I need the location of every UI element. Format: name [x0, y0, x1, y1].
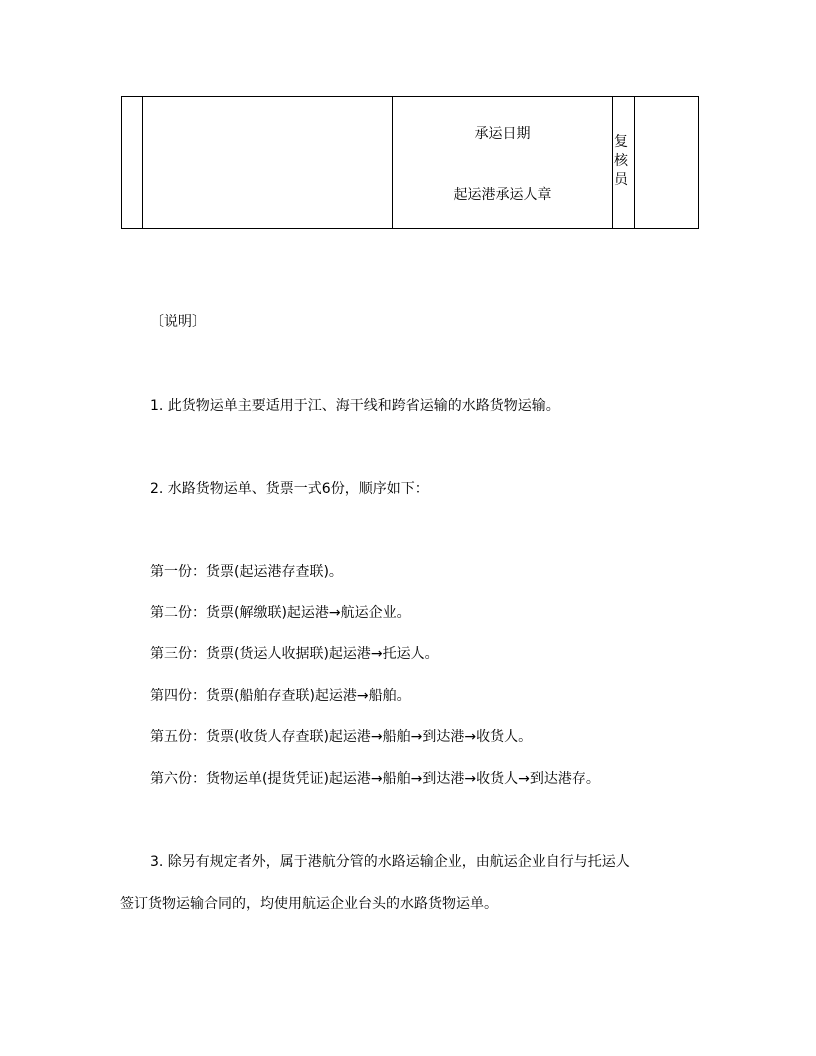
table-cell-blank-wide: [143, 97, 393, 229]
copy-item-6: 第六份：货物运单(提货凭证)起运港→船舶→到达港→收货人→到达港存。: [150, 771, 600, 787]
table-cell-blank-narrow: [122, 97, 143, 229]
reviewer-label: 复核员: [614, 134, 628, 188]
copy-item-1: 第一份：货票(起运港存查联)。: [150, 564, 343, 580]
note-item-1: 1. 此货物运单主要适用于江、海干线和跨省运输的水路货物运输。: [150, 398, 560, 414]
copy-item-4: 第四份：货票(船舶存查联)起运港→船舶。: [150, 688, 411, 704]
table-cell-blank-end: [635, 97, 699, 229]
table-cell-carrier: [393, 97, 613, 229]
carrier-stamp-label: 起运港承运人章: [453, 187, 552, 203]
table-cell-reviewer: [613, 97, 635, 229]
note-item-3-line-2: 签订货物运输合同的，均使用航运企业台头的水路货物运单。: [120, 896, 498, 912]
waybill-signature-table: [121, 96, 699, 229]
carrier-date-label: 承运日期: [474, 126, 531, 142]
copy-item-5: 第五份：货票(收货人存查联)起运港→船舶→到达港→收货人。: [150, 729, 533, 745]
copy-item-2: 第二份：货票(解缴联)起运港→航运企业。: [150, 605, 411, 621]
note-item-3-line-1: 3. 除另有规定者外，属于港航分管的水路运输企业，由航运企业自行与托运人: [150, 854, 630, 870]
notes-heading: 〔说明〕: [150, 314, 206, 330]
note-item-2: 2. 水路货物运单、货票一式6份，顺序如下：: [150, 481, 429, 497]
copy-item-3: 第三份：货票(货运人收据联)起运港→托运人。: [150, 646, 439, 662]
table-row: [122, 97, 699, 229]
